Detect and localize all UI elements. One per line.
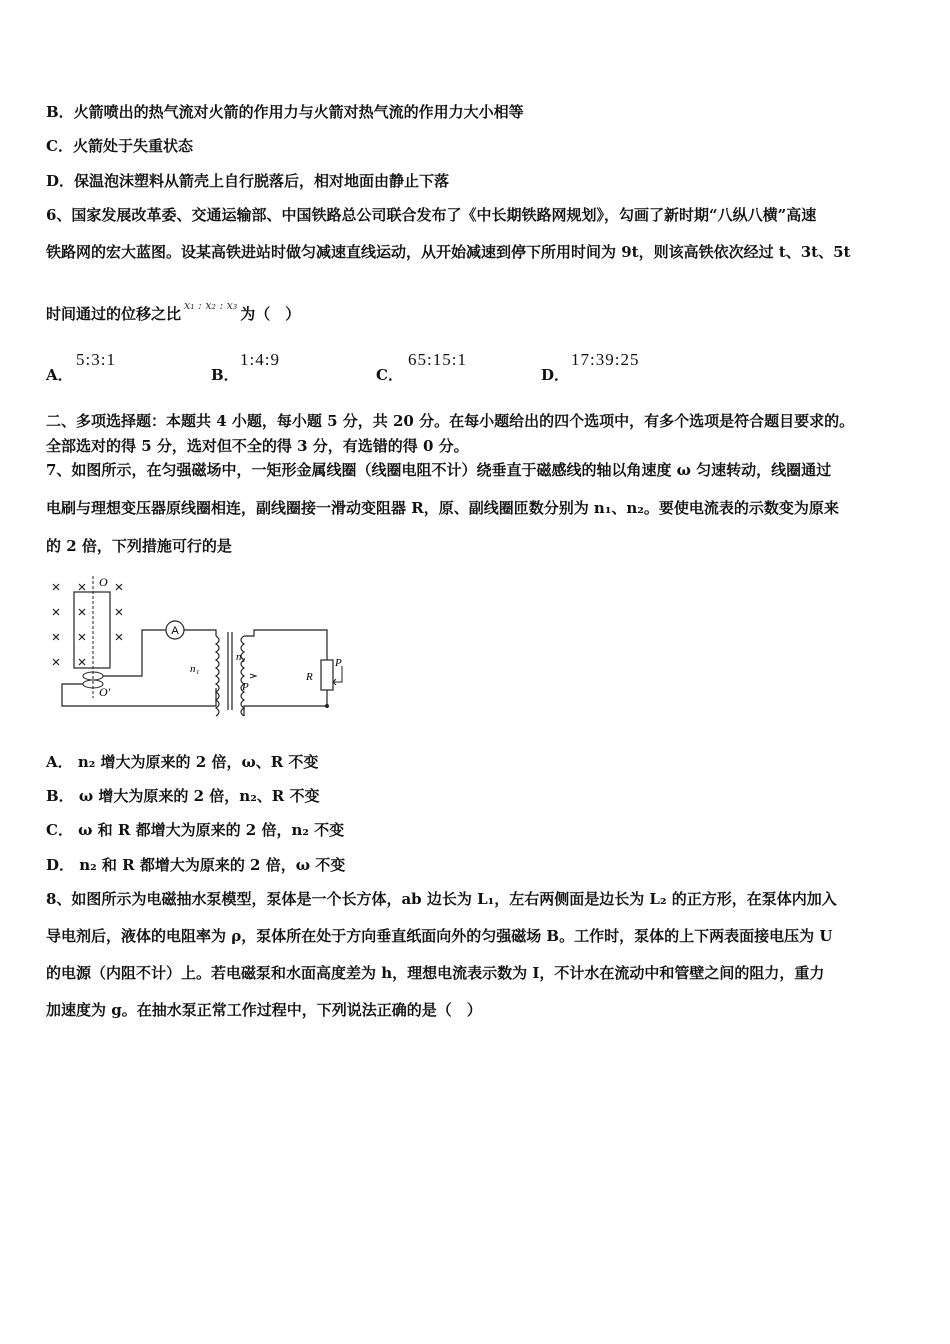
q6-option-c-value: 65:15:1 <box>408 350 467 369</box>
section2-heading-line2: 全部选对的得 5 分，选对但不全的得 3 分，有选错的得 0 分。 <box>46 437 469 455</box>
wire-bottom <box>62 684 216 706</box>
q6-ratio: x₁ : x₂ : x₃ <box>184 299 238 312</box>
q7-circuit-figure <box>44 572 364 718</box>
q6-option-d-value: 17:39:25 <box>571 350 640 369</box>
q8-text-line1: 8、如图所示为电磁抽水泵模型，泵体是一个长方体，ab 边长为 L₁，左右两侧面是边长为 L₂ 的正方形，在泵体内加入 <box>46 890 837 908</box>
field-cross <box>79 634 85 640</box>
junction-dot <box>325 704 329 708</box>
secondary-turns-label: n₂ <box>236 651 246 663</box>
field-cross <box>116 634 122 640</box>
ammeter-label: A <box>171 625 179 637</box>
magnetic-field-crosses <box>53 584 122 665</box>
field-cross <box>53 609 59 615</box>
rotating-coil <box>74 592 110 668</box>
q7-option-b: B． ω 增大为原来的 2 倍，n₂、R 不变 <box>46 787 320 805</box>
field-cross <box>79 659 85 665</box>
section2-heading-line1: 二、多项选择题：本题共 4 小题，每小题 5 分，共 20 分。在每小题给出的四个选项中，有多个选项是符合题目要求的。 <box>46 412 855 430</box>
secondary-tap-arrow <box>250 674 256 678</box>
field-cross <box>79 584 85 590</box>
secondary-coil <box>241 636 244 716</box>
q6-text-line1: 6、国家发展改革委、交通运输部、中国铁路总公司联合发布了《中长期铁路网规划》，勾画了新时期“八纵八横”高速 <box>46 206 817 224</box>
axis-label-top: O <box>99 575 108 589</box>
wire-to-ammeter <box>103 630 166 676</box>
rheostat-slider-label: P <box>335 657 342 669</box>
q8-text-line2: 导电剂后，液体的电阻率为 ρ，泵体所在处于方向垂直纸面向外的匀强磁场 B。工作时，泵体的上下两表面接电压为 U <box>46 927 833 945</box>
q7-option-d: D． n₂ 和 R 都增大为原来的 2 倍，ω 不变 <box>46 856 346 874</box>
primary-turns-label: n₁ <box>190 663 200 675</box>
q8-text-line3: 的电源（内阻不计）上。若电磁泵和水面高度差为 h，理想电流表示数为 I，不计水在流动中和管壁之间的阻力，重力 <box>46 964 825 982</box>
q6-option-d-label: D． <box>541 366 570 384</box>
q7-text-line3: 的 2 倍，下列措施可行的是 <box>46 537 232 555</box>
q5-option-c: C．火箭处于失重状态 <box>46 137 193 155</box>
rheostat-label: R <box>306 671 313 683</box>
q7-text-line1: 7、如图所示，在匀强磁场中，一矩形金属线圈（线圈电阻不计）绕垂直于磁感线的轴以角速度 ω 匀速转动，线圈通过 <box>46 461 832 479</box>
wire-ammeter-to-primary <box>184 630 216 636</box>
field-cross <box>116 609 122 615</box>
q6-option-b-label: B． <box>211 366 239 384</box>
q6-suffix: 为（ ） <box>240 305 301 323</box>
q7-text-line2: 电刷与理想变压器原线圈相连，副线圈接一滑动变阻器 R，原、副线圈匝数分别为 n₁、n₂。要使电流表的示数变为原来 <box>46 499 839 517</box>
q5-option-b: B．火箭喷出的热气流对火箭的作用力与火箭对热气流的作用力大小相等 <box>46 103 524 121</box>
field-cross <box>53 634 59 640</box>
wire-secondary-bottom <box>244 690 327 716</box>
rheostat-resistor <box>321 660 333 690</box>
field-cross <box>53 659 59 665</box>
q5-option-d: D．保温泡沫塑料从箭壳上自行脱落后，相对地面由静止下落 <box>46 172 450 190</box>
axis-label-bottom: O′ <box>99 685 111 699</box>
field-cross <box>53 584 59 590</box>
q6-option-c-label: C． <box>376 366 403 384</box>
q7-option-a: A． n₂ 增大为原来的 2 倍，ω、R 不变 <box>46 753 319 771</box>
q6-prefix: 时间通过的位移之比 <box>46 305 182 323</box>
q6-text-line3 <box>46 299 301 326</box>
secondary-tap-label: P <box>242 681 249 693</box>
q7-option-c: C． ω 和 R 都增大为原来的 2 倍，n₂ 不变 <box>46 821 345 839</box>
field-cross <box>116 584 122 590</box>
q6-text-line2: 铁路网的宏大蓝图。设某高铁进站时做匀减速直线运动，从开始减速到停下所用时间为 9t，则该高铁依次经过 t、3t、5t <box>46 243 851 261</box>
q6-option-a-value: 5:3:1 <box>76 350 116 369</box>
q8-text-line4: 加速度为 g。在抽水泵正常工作过程中，下列说法正确的是（ ） <box>46 1001 482 1019</box>
field-cross <box>79 609 85 615</box>
wire-secondary-top <box>244 630 327 660</box>
q6-option-b-value: 1:4:9 <box>240 350 280 369</box>
q6-option-a-label: A． <box>46 366 73 384</box>
